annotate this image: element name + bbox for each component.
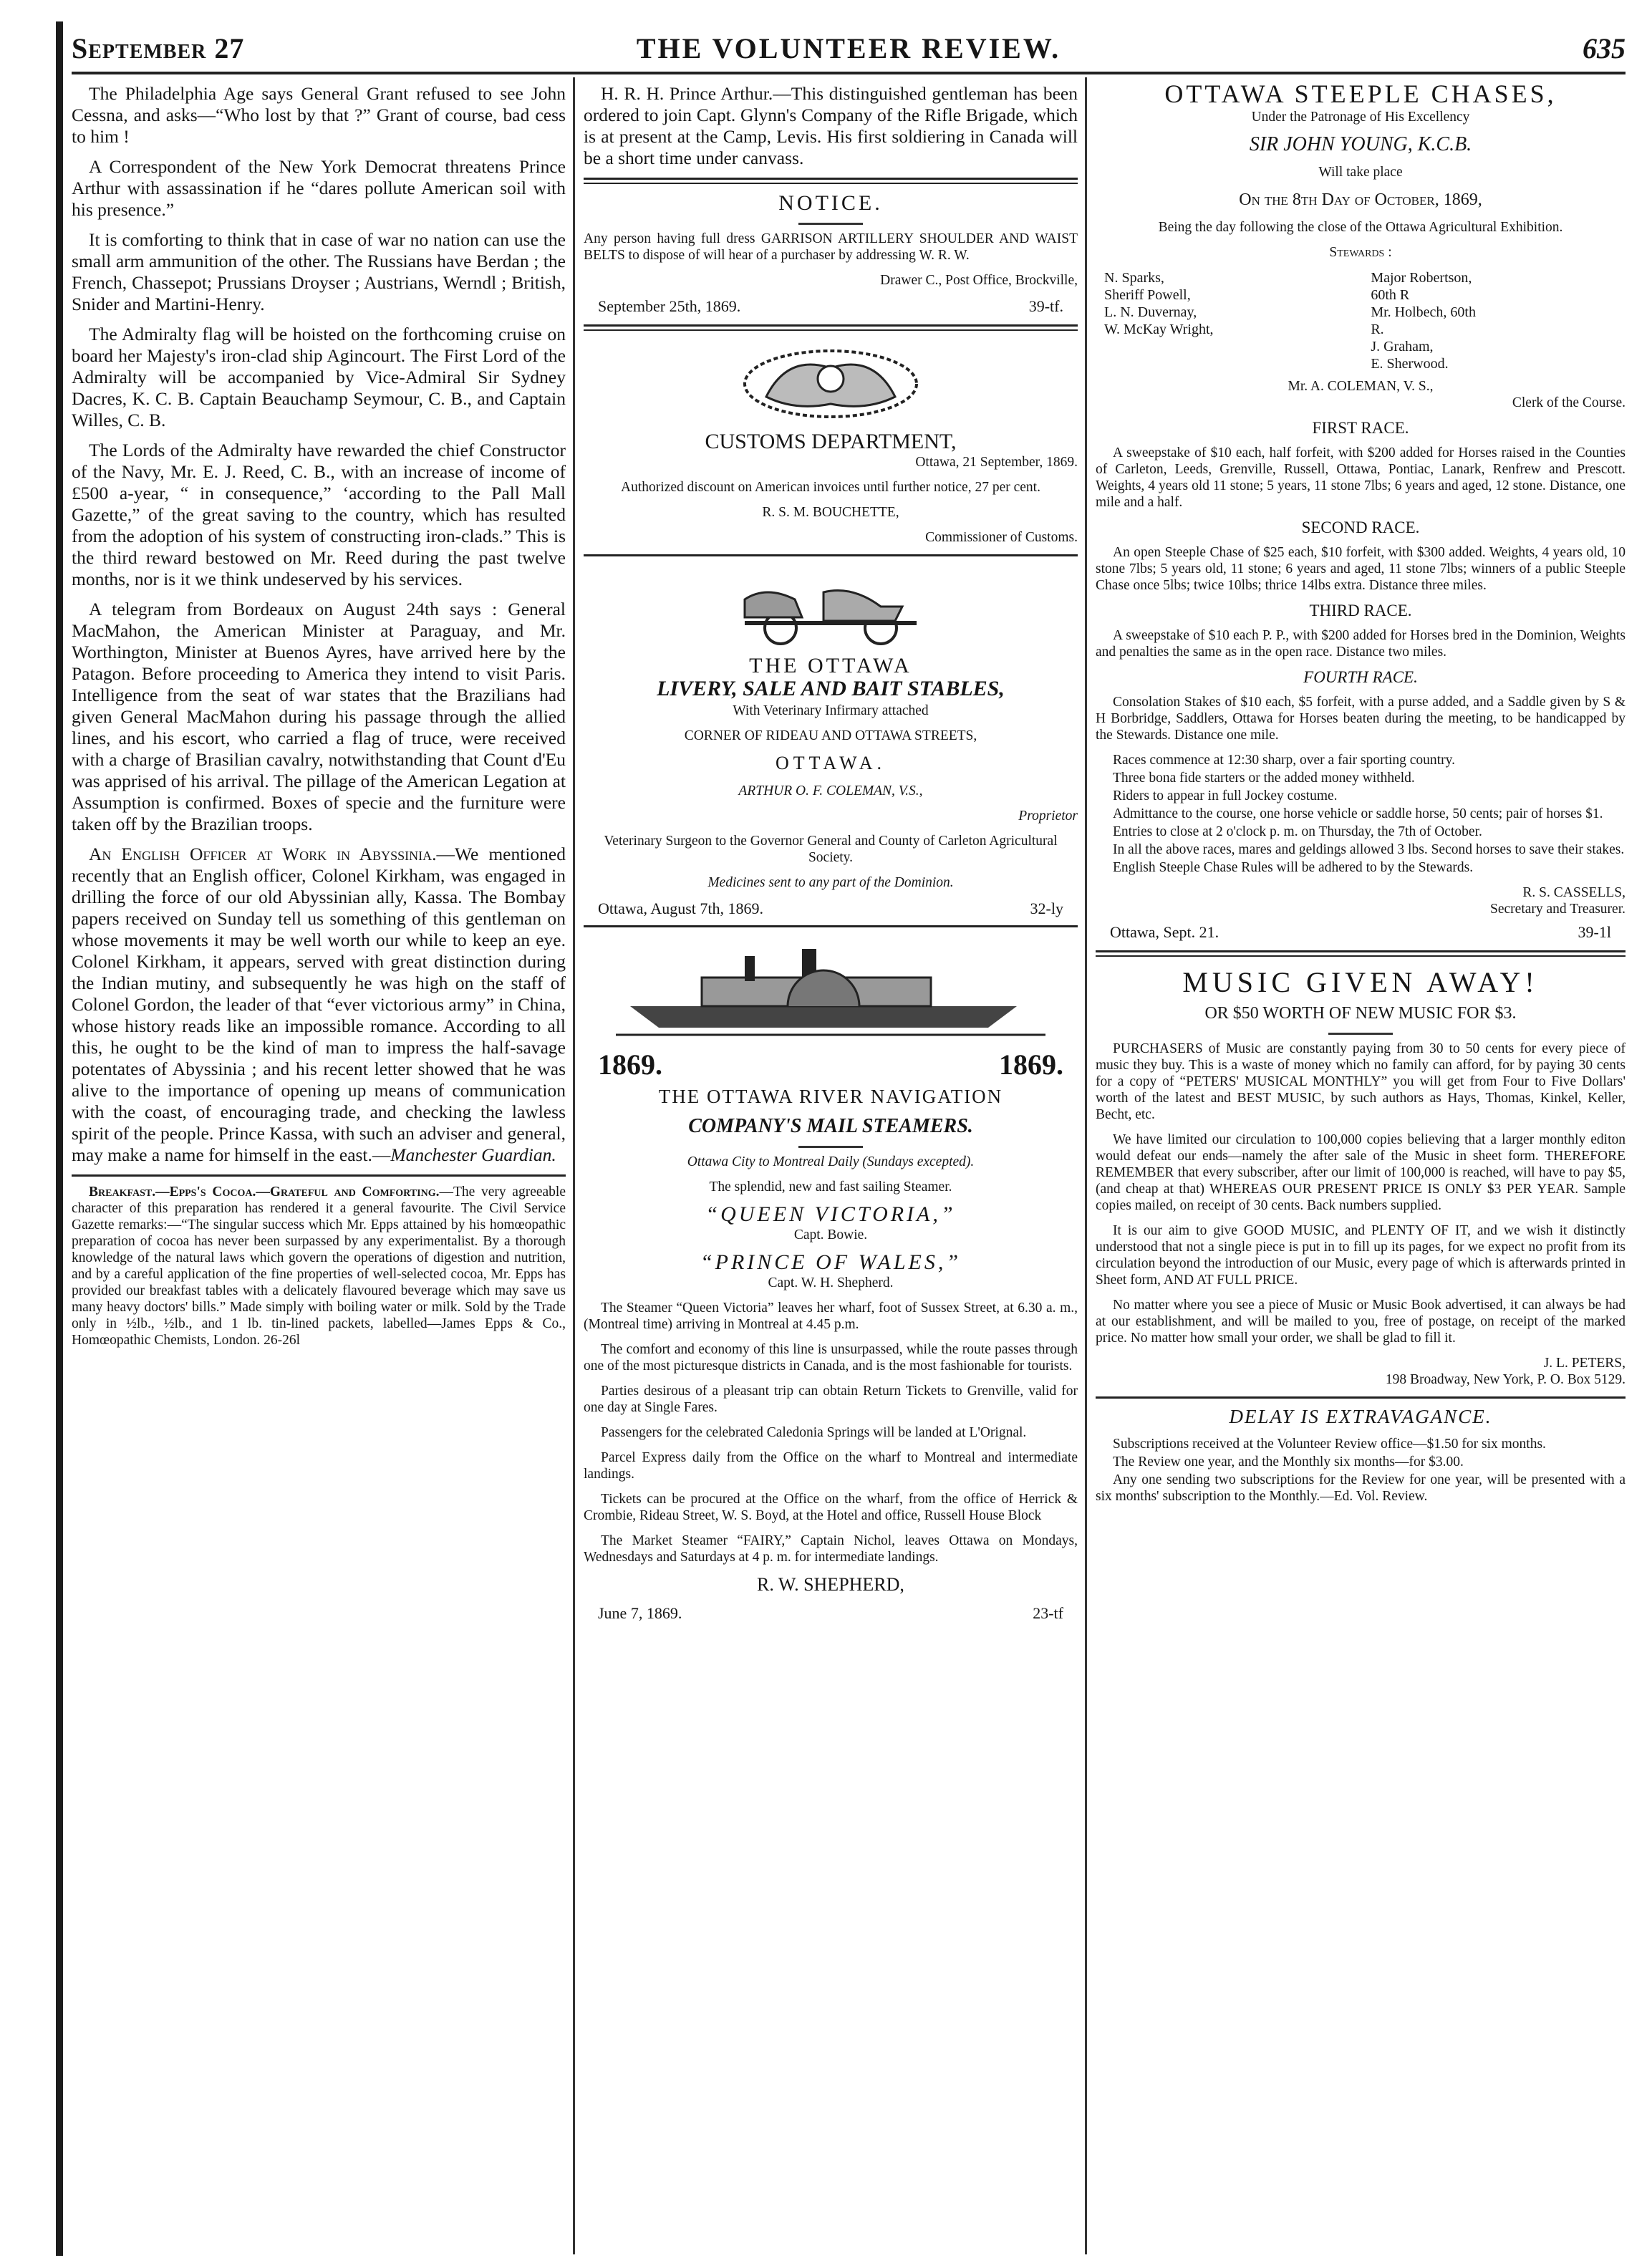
- header-date: September 27: [72, 32, 245, 64]
- livery-footer: [584, 899, 1078, 918]
- customs-title: CUSTOMS DEPARTMENT,: [705, 430, 957, 453]
- navigation-code: 23-tf: [1033, 1604, 1063, 1622]
- music-address: 198 Broadway, New York, P. O. Box 5129.: [1385, 1372, 1626, 1387]
- divider: [584, 324, 1078, 331]
- header-rule: [72, 72, 1626, 74]
- music-p1: PURCHASERS of Music are constantly paying from 30 to 50 cents for every piece of music they buy. This is a waste of money which no family can afford, for by paying 30 cents for a copy of “PETERS' MUSICAL MONTHLY” you will get from Four to Five Dollars' worth of the latest and BEST MUSIC, by such authors as Hays, Thomas, Kinkel, Keller, Becht, etc.: [1096, 1041, 1626, 1122]
- livery-line2: CORNER OF RIDEAU AND OTTAWA STREETS,: [684, 728, 977, 743]
- music-p3: It is our aim to give GOOD MUSIC, and PLENTY OF IT, and we wish it distinctly understood that not a single piece is put in to fill up its pages, for we expect no profit from its circulation beyond the introduction of our Music, every page of which is afterwards printed in Sheet form, AND AT FULL PRICE.: [1096, 1223, 1626, 1288]
- divider: [584, 178, 1078, 184]
- header-title: THE VOLUNTEER REVIEW.: [636, 32, 1061, 64]
- notice-body: Any person having full dress GARRISON ARTILLERY SHOULDER AND WAIST BELTS to dispose of will hear of a purchaser by addressing W. R. W.: [584, 231, 1078, 263]
- page-header: [72, 26, 1626, 70]
- clerk-name: Mr. A. COLEMAN, V. S.,: [1288, 379, 1434, 394]
- delay-p3: Any one sending two subscriptions for the Review for one year, will be presented with a six months' subscription to the Monthly.—Ed. Vol. Review.: [1096, 1472, 1626, 1504]
- rules-1: Races commence at 12:30 sharp, over a fair sporting country.: [1113, 753, 1455, 768]
- music-subtitle: OR $50 WORTH OF NEW MUSIC FOR $3.: [1204, 1004, 1517, 1023]
- delay-p1: Subscriptions received at the Volunteer Review office—$1.50 for six months.: [1113, 1437, 1546, 1452]
- navigation-route: Ottawa City to Montreal Daily (Sundays excepted).: [687, 1154, 975, 1169]
- stewards-left: [1104, 269, 1351, 372]
- navigation-title: THE OTTAWA RIVER NAVIGATION: [658, 1086, 1003, 1107]
- customs-role: Commissioner of Customs.: [925, 530, 1078, 545]
- navigation-signature: R. W. SHEPHERD,: [757, 1574, 904, 1595]
- steward: Major Robertson, 60th R: [1371, 270, 1472, 303]
- rules-4: Admittance to the course, one horse vehicle or saddle horse, 50 cents; pair of horses $1.: [1113, 806, 1603, 821]
- race3-body: A sweepstake of $10 each P. P., with $200 added for Horses bred in the Dominion, Weights and penalties the same as in the open race. Distance two miles.: [1096, 628, 1626, 660]
- ad-epps-code: 26-26l: [264, 1333, 301, 1348]
- livery-line5: Medicines sent to any part of the Dominion.: [707, 875, 954, 890]
- steeple-footer: [1096, 923, 1626, 942]
- music-title: MUSIC GIVEN AWAY!: [1182, 966, 1539, 998]
- divider: [584, 554, 1078, 556]
- divider: [1328, 1033, 1393, 1035]
- music-p4: No matter where you see a piece of Music or Music Book advertised, it can always be had at our establishment, and will be mailed to you, free of postage, on receipt of the marked price. No matter how small your order, we shall be glad to fill it.: [1096, 1298, 1626, 1346]
- navigation-p2: The comfort and economy of this line is unsurpassed, while the route passes through one of the most picturesque districts in Canada, and is the most fashionable for tourists.: [584, 1342, 1078, 1374]
- article-admiralty-flag: The Admiralty flag will be hoisted on the forthcoming cruise on board her Majesty's iron-clad ship Agincourt. The First Lord of the Admiralty will be accompanied by Vice-Admiral Sir Sydney Dacres, K. C. B. Captain Beauchamp Seymour, C. B., and Captain Willes, C. B.: [72, 324, 566, 430]
- clerk-role: Clerk of the Course.: [1512, 395, 1626, 410]
- stewards-title: Stewards :: [1329, 245, 1392, 260]
- stewards-right: [1371, 269, 1617, 372]
- article-abyssinia: [72, 844, 566, 1166]
- race3-title: THIRD RACE.: [1309, 602, 1412, 619]
- customs-body: Authorized discount on American invoices until further notice, 27 per cent.: [621, 480, 1040, 495]
- divider: [584, 925, 1078, 927]
- ad-epps-lead: Breakfast.—Epps's Cocoa.—Grateful and Comforting.: [89, 1184, 440, 1200]
- navigation-line1: The splendid, new and fast sailing Steamer.: [709, 1179, 952, 1195]
- ship-prince-of-wales: “PRINCE OF WALES,”: [700, 1250, 962, 1274]
- notice-title: NOTICE.: [778, 191, 883, 215]
- divider: [1096, 1396, 1626, 1399]
- steward: Sheriff Powell,: [1104, 287, 1191, 303]
- column-3: [1096, 83, 1626, 2257]
- livery-title: THE OTTAWA: [749, 654, 912, 677]
- steward: L. N. Duvernay,: [1104, 304, 1197, 320]
- navigation-subtitle: COMPANY'S MAIL STEAMERS.: [688, 1115, 973, 1137]
- ship-queen-victoria: “QUEEN VICTORIA,”: [705, 1202, 956, 1226]
- column-1: [72, 83, 566, 2257]
- article-abyssinia-source: Manchester Guardian.: [390, 1144, 556, 1165]
- navigation-p5: Parcel Express daily from the Office on the wharf to Montreal and intermediate landings.: [584, 1450, 1078, 1482]
- article-admiralty-reward: The Lords of the Admiralty have rewarded the chief Constructor of the Navy, Mr. E. J. Reed, C. B., with an increase of income of £500 a-year, “ in consequence,” ‘according to the Pall Mall Gazette,” of the great saving to the country, which has resulted from the adoption of his system of constructing iron-clads.” This is the third reward bestowed on Mr. Reed during the past twelve months, nor is it we think undeserved by his services.: [72, 440, 566, 589]
- livery-code: 32-ly: [1030, 899, 1063, 917]
- year-left: 1869.: [598, 1048, 662, 1081]
- steward: E. Sherwood.: [1371, 356, 1449, 372]
- column-divider-1: [573, 77, 575, 2254]
- steeple-place-date: Ottawa, Sept. 21.: [1110, 923, 1219, 941]
- livery-line4: Veterinary Surgeon to the Governor General and County of Carleton Agricultural Society.: [604, 834, 1058, 865]
- steward: Mr. Holbech, 60th R.: [1371, 304, 1476, 337]
- article-abyssinia-lead: An English Officer at Work in Abyssinia.: [89, 844, 437, 864]
- livery-subtitle: LIVERY, SALE AND BAIT STABLES,: [657, 677, 1005, 700]
- steeple-signature-role: Secretary and Treasurer.: [1490, 902, 1626, 917]
- steeple-exhibition: Being the day following the close of the Ottawa Agricultural Exhibition.: [1158, 220, 1563, 235]
- article-prince-arthur-threat: A Correspondent of the New York Democrat threatens Prince Arthur with assassination if he “dares pollute American soil with his presence.”: [72, 156, 566, 220]
- navigation-p1: The Steamer “Queen Victoria” leaves her wharf, foot of Sussex Street, at 6.30 a. m., (Montreal time) arriving in Montreal at 4.45 p.m.: [584, 1301, 1078, 1332]
- column-divider-2: [1085, 77, 1087, 2254]
- steward: N. Sparks,: [1104, 270, 1164, 286]
- steward: W. McKay Wright,: [1104, 322, 1214, 337]
- race2-title: SECOND RACE.: [1301, 518, 1420, 536]
- notice-footer: [584, 297, 1078, 316]
- steeple-patronage: Under the Patronage of His Excellency: [1251, 110, 1470, 125]
- notice-address: Drawer C., Post Office, Brockville,: [880, 273, 1078, 288]
- steeple-code: 39-1l: [1578, 923, 1611, 941]
- navigation-p3: Parties desirous of a pleasant trip can obtain Return Tickets to Grenville, valid for one day at Single Fares.: [584, 1384, 1078, 1415]
- livery-owner: ARTHUR O. F. COLEMAN, V.S.,: [738, 783, 923, 798]
- steeple-signature: R. S. CASSELLS,: [1522, 885, 1626, 900]
- race1-title: FIRST RACE.: [1312, 419, 1409, 437]
- page-binding-edge: [56, 21, 63, 2256]
- race1-body: A sweepstake of $10 each, half forfeit, with $200 added for Horses raised in the Counties of Carleton, Leeds, Grenville, Russell, Ottawa, Pontiac, Lanark, Renfrew and Prescott. Weights, 4 years old 11 stone; 5 years, 11 stone 7lbs; 6 years and aged, 12 stone. Distance, one mile and a half.: [1096, 445, 1626, 510]
- steeple-date: On the 8th Day of October, 1869,: [1239, 190, 1482, 209]
- delay-title: DELAY IS EXTRAVAGANCE.: [1229, 1406, 1492, 1427]
- steeple-title: OTTAWA STEEPLE CHASES,: [1164, 83, 1557, 108]
- customs-date: Ottawa, 21 September, 1869.: [915, 455, 1078, 470]
- notice-code: 39-tf.: [1028, 297, 1063, 315]
- race4-body: Consolation Stakes of $10 each, $5 forfeit, with a purse added, and a Saddle given by S & H Borbridge, Saddlers, Ottawa for Horses beaten during the meeting, to be handicapped by the Stewards. Distance one mile.: [1096, 695, 1626, 743]
- column-2: [584, 83, 1078, 2257]
- steamer-years: [584, 1048, 1078, 1081]
- article-prince-arthur-camp: H. R. H. Prince Arthur.—This distinguished gentleman has been ordered to join Capt. Glynn's Company of the Rifle Brigade, which is at present at the Camp, Levis. His first soldiering in Canada will be a short time under canvass.: [584, 83, 1078, 168]
- captain-queen-victoria: Capt. Bowie.: [793, 1227, 868, 1242]
- divider: [72, 1174, 566, 1177]
- delay-p2: The Review one year, and the Monthly six months—for $3.00.: [1113, 1454, 1464, 1470]
- year-right: 1869.: [999, 1048, 1063, 1081]
- livery-date: Ottawa, August 7th, 1869.: [598, 899, 763, 917]
- captain-prince-of-wales: Capt. W. H. Shepherd.: [768, 1275, 894, 1290]
- notice-date: September 25th, 1869.: [598, 297, 741, 315]
- rules-7: English Steeple Chase Rules will be adhered to by the Stewards.: [1113, 860, 1474, 875]
- livery-line1: With Veterinary Infirmary attached: [733, 703, 929, 718]
- navigation-p7: The Market Steamer “FAIRY,” Captain Nichol, leaves Ottawa on Mondays, Wednesdays and Saturdays at 4 p. m. for intermediate landings.: [584, 1533, 1078, 1565]
- article-small-arms: It is comforting to think that in case of war no nation can use the small arm ammunition of the other. The Russians have Berdan ; the French, Chassepot; Prussians Droyser ; Austrians, Werndl ; British, Snider and Martini-Henry.: [72, 229, 566, 314]
- rules-3: Riders to appear in full Jockey costume.: [1113, 788, 1338, 804]
- article-abyssinia-body: —We mentioned recently that an English officer, Colonel Kirkham, was engaged in drilling the force of our old Abyssinian ally, Kassa. The Bombay papers received on Sunday tell us something of this gentleman on whose movements it may be well worth our while to keep an eye. Colonel Kirkham, it appears, served with great distinction during the Indian mutiny, and subsequently he was high on the staff of Colonel Gordon, the leader of that “ever victorious army” in China, whose history reads like an impossible romance. According to all this, he ought to be the kind of man to impress the half-savage potentates of Abyssinia ; and his recent letter showed that he was alive to the importance of opening up means of communication with the coast, of encouraging trade, and checking the lawless spirit of the people. Prince Kassa, with such an adviser and general, may make a name for himself in the east.—: [72, 844, 566, 1165]
- header-page-number: 635: [1583, 32, 1626, 64]
- music-p2: We have limited our circulation to 100,000 copies believing that a larger monthly editon would defeat our ends—namely the after sale of the Music in sheet form. THEREFORE REMEMBER that every subscriber, after our limit of 100,000 is reached, will have to pay $5, (and cheap at that) WHEREAS OUR PRESENT PRICE IS ONLY $3 PER YEAR. Sample copies mailed, on receipt of 30 cents. Back numbers supplied.: [1096, 1132, 1626, 1213]
- rules-6: In all the above races, mares and geldings allowed 3 lbs. Second horses to save their stakes.: [1113, 842, 1625, 857]
- steamer-woodcut: [616, 935, 1045, 1042]
- steeple-will-take-place: Will take place: [1318, 165, 1403, 180]
- race2-body: An open Steeple Chase of $25 each, $10 forfeit, with $300 added. Weights, 4 years old, 10 stone 7lbs; 5 years old, 11 stone; 6 years and aged, 11 stone 7lbs; winners of a public Steeple Chase once 5lbs; twice 10lbs; thrice 14lbs extra. Distance three miles.: [1096, 545, 1626, 593]
- article-grant: The Philadelphia Age says General Grant refused to see John Cessna, and asks—“Who lost by that ?” Grant of course, bad cess to him !: [72, 83, 566, 147]
- horse-carriage-woodcut: [716, 564, 945, 650]
- ad-epps-body: —The very agreeable character of this preparation has rendered it a general favourite. The Civil Service Gazette remarks:—“The singular success which Mr. Epps attained by his homœopathic preparation of cocoa has never been surpassed by any experimentalist. By a thorough knowledge of the natural laws which govern the operations of digestion and nutrition, and by a careful application of the fine properties of well-selected cocoa, Mr. Epps has provided our breakfast tables with a delicately flavoured beverage which may save us many heavy doctors' bills.” Made simply with boiling water or milk. Sold by the Trade only in ½lb., ½lb., and 1 lb. tin-lined packets, labelled—James Epps & Co., Homœopathic Chemists, London.: [72, 1184, 566, 1348]
- royal-arms-woodcut: [723, 339, 938, 425]
- divider: [1096, 950, 1626, 957]
- article-bordeaux-telegram: A telegram from Bordeaux on August 24th says : General MacMahon, the American Minister at Paraguay, and Mr. Worthington, Minister at Buenos Ayres, have arrived here by the Patagon. Before proceeding to America they intend to visit Paris. Intelligence from the seat of war states that the Brazilians had given General MacMahon during his passage through the allied lines, and his escort, who carried a flag of truce, were received with a charge of Brasilian cavalry, notwithstanding that Count d'Eu was apprised of his arrival. The pillage of the American Legation at Assumption is confirmed. Boxes of specie and the furniture were taken off by the Brazilian troops.: [72, 599, 566, 834]
- rules-5: Entries to close at 2 o'clock p. m. on Thursday, the 7th of October.: [1113, 824, 1482, 839]
- navigation-p4: Passengers for the celebrated Caledonia Springs will be landed at L'Orignal.: [601, 1425, 1027, 1440]
- ad-epps-cocoa: [72, 1184, 566, 1348]
- rules-2: Three bona fide starters or the added money withheld.: [1113, 771, 1415, 786]
- navigation-footer: [584, 1604, 1078, 1623]
- divider: [798, 223, 863, 225]
- race4-title: FOURTH RACE.: [1303, 668, 1418, 686]
- stewards-list: [1096, 269, 1626, 372]
- livery-city: OTTAWA.: [775, 753, 887, 773]
- steward: J. Graham,: [1371, 339, 1434, 354]
- divider: [798, 1146, 863, 1148]
- navigation-date: June 7, 1869.: [598, 1604, 682, 1622]
- livery-proprietor: Proprietor: [1018, 809, 1078, 824]
- steeple-patron: SIR JOHN YOUNG, K.C.B.: [1249, 133, 1472, 155]
- customs-name: R. S. M. BOUCHETTE,: [762, 505, 899, 520]
- navigation-p6: Tickets can be procured at the Office on the wharf, from the office of Herrick & Crombie, Rideau Street, W. S. Boyd, at the Hotel and office, Russell House Block: [584, 1492, 1078, 1523]
- music-signature: J. L. PETERS,: [1543, 1356, 1626, 1371]
